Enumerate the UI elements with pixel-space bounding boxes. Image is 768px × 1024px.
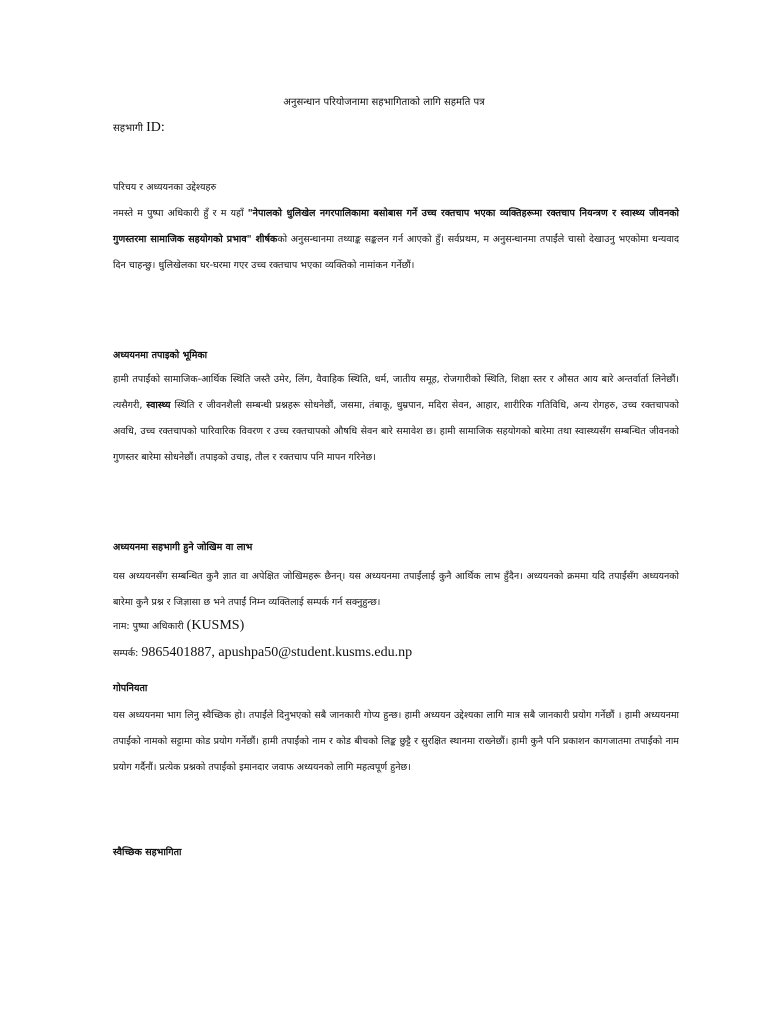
intro-heading: परिचय र अध्ययनका उद्देश्यहरु bbox=[113, 182, 217, 193]
contact-phone: 9865401887, apushpa50@student.kusms.edu.np bbox=[141, 645, 413, 660]
role-text-1: हामी तपाईंको सामाजिक-आर्थिक स्थिति जस्तै उमेर, लिंग, वैवाहिक स्थिति, धर्म, जातीय समूह, रोजगारीको स्थिति, शिक्षा स्तर र औसत आय बारे अन्तर्वार्ता लिनेछौं। त्यसैगरी, bbox=[113, 374, 679, 411]
role-heading: अध्ययनमा तपाइको भूमिका bbox=[113, 350, 208, 361]
contact-name: नाम: पुष्पा अधिकारी bbox=[113, 621, 184, 632]
privacy-heading: गोपनियता bbox=[113, 683, 148, 694]
risk-paragraph: यस अध्ययनसँग सम्बन्धित कुनै ज्ञात वा अपेक्षित जोखिमहरू छैनन्। यस अध्ययनमा तपाईंलाई कुनै आर्थिक लाभ हुँदैन। अध्ययनको क्रममा यदि तपाईंसँग अध्ययनको बारेमा कुनै प्रश्न र जिज्ञासा छ भने तपाईं निम्न व्यक्तिलाई सम्पर्क गर्न सक्नुहुन्छ। bbox=[113, 571, 679, 608]
intro-text-1: नमस्ते म पुष्पा अधिकारी हुँ र म यहाँ bbox=[113, 208, 248, 219]
contact-name-line bbox=[113, 618, 244, 634]
role-paragraph bbox=[113, 367, 679, 471]
contact-org: (KUSMS) bbox=[186, 618, 245, 633]
participant-label: सहभागी bbox=[113, 123, 143, 134]
participant-id-label: ID: bbox=[146, 120, 165, 135]
intro-text-2: को अनुसन्धानमा तथ्याङ्क सङ्कलन गर्न आएको हुँ। सर्वप्रथम, म अनुसन्धानमा तपाईंले चासो देखाउनु भएकोमा धन्यवाद दिन चाहन्छु। धुलिखेलका घर-घरमा गएर उच्च रक्तचाप भएका व्यक्तिको नामांकन गर्नेछौं। bbox=[113, 234, 679, 271]
intro-paragraph bbox=[113, 201, 679, 279]
privacy-paragraph: यस अध्ययनमा भाग लिनु स्वैच्छिक हो। तपाईंले दिनुभएको सबै जानकारी गोप्य हुन्छ। हामी अध्ययन उद्देश्यका लागि मात्र सबै जानकारी प्रयोग गर्नेछौं । हामी अध्ययनमा तपाईंको नामको सट्टामा कोड प्रयोग गर्नेछौं। हामी तपाईंको नाम र कोड बीचको लिङ्क छुट्टै र सुरक्षित स्थानमा राख्नेछौं। हामी कुनै पनि प्रकाशन कागजातमा तपाईंको नाम प्रयोग गर्दैनौं। प्रत्येक प्रश्नको तपाईंको इमानदार जवाफ अध्ययनको लागि महत्वपूर्ण हुनेछ। bbox=[113, 710, 679, 773]
role-text-2: स्थिति र जीवनशैली सम्बन्धी प्रश्नहरू सोधनेछौं, जसमा, तंबाकू, धुम्रपान, मदिरा सेवन, आहार, शारीरिक गतिविधि, अन्य रोगहरु, उच्च रक्तचापको अवधि, उच्च रक्तचापको पारिवारिक विवरण र उच्च रक्तचापको औषधि सेवन बारे समावेश छ। हामी सामाजिक सहयोगको बारेमा तथा स्वास्थ्यसँग सम्बन्धित जीवनको गुणस्तर बारेमा सोधनेछौं। तपाइको उचाइ, तौल र रक्तचाप पनि मापन गरिनेछ। bbox=[113, 400, 679, 463]
document-title: अनुसन्धान परियोजनामा सहभागिताको लागि सहमति पत्र bbox=[283, 97, 485, 108]
participant-id-line bbox=[113, 120, 165, 136]
contact-phone-line bbox=[113, 645, 412, 661]
risk-heading: अध्ययनमा सहभागी हुने जोखिम वा लाभ bbox=[113, 542, 253, 553]
role-bold-word: स्वास्थ्य bbox=[146, 400, 171, 411]
contact-phone-label: सम्पर्क: bbox=[113, 648, 139, 659]
voluntary-heading: स्वैच्छिक सहभागिता bbox=[113, 847, 182, 858]
study-title: "नेपालको धुलिखेल नगरपालिकामा बसोबास गर्ने उच्च रक्तचाप भएका व्यक्तिहरूमा रक्तचाप नियन्त्रण र स्वास्थ्य जीवनको गुणस्तरमा सामाजिक सहयोगको प्रभाव" शीर्षक bbox=[113, 208, 679, 245]
